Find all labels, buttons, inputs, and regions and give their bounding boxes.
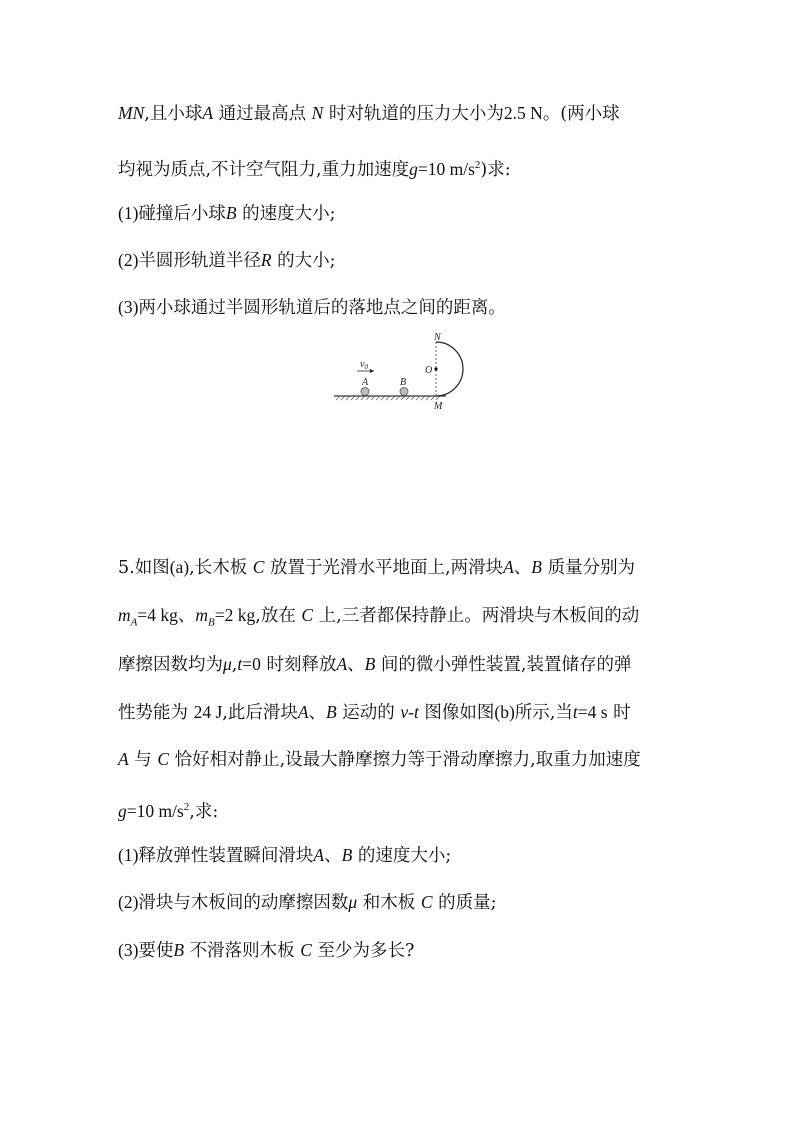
label-b: B <box>400 377 407 388</box>
label-m: M <box>434 401 443 412</box>
center-point-o <box>434 367 437 370</box>
track-label-mn: MN <box>118 103 145 123</box>
p5-text-line-4: 性势能为 24 J,此后滑块A、B 运动的 v-t 图像如图(b)所示,当t=4 s 时 <box>118 702 631 723</box>
p5-text-line-5: A 与 C 恰好相对静止,设最大静摩擦力等于滑动摩擦力,取重力加速度 <box>118 749 641 770</box>
p5-text-line-2: $m_A=4$ kg、$m_B=2$ kg,放在 C 上,三者都保持静止。两滑块与木板间的动 <box>118 605 640 629</box>
label-a: A <box>362 377 369 388</box>
ball-b <box>400 388 408 396</box>
p5-question-2: (2)滑块与木板间的动摩擦因数μ 和木板 C 的质量; <box>118 892 497 913</box>
semicircle-track <box>436 342 463 396</box>
pressure-value: 2.5 N <box>503 103 543 123</box>
p4-track-figure <box>330 330 470 412</box>
p4-question-2: (2)半圆形轨道半径R 的大小; <box>118 250 336 271</box>
ball-a <box>361 388 369 396</box>
p5-question-1: (1)释放弹性装置瞬间滑块A、B 的速度大小; <box>118 845 452 866</box>
label-v0: $v_0$ <box>360 359 368 371</box>
p5-text-line-3: 摩擦因数均为μ,t=0 时刻释放A、B 间的微小弹性装置,装置储存的弹 <box>118 654 632 675</box>
label-o: O <box>425 365 433 376</box>
p5-text-line-1: 5.如图(a),长木板 C 放置于光滑水平地面上,两滑块A、B 质量分别为 <box>118 557 636 578</box>
p4-question-1: (1)碰撞后小球B 的速度大小; <box>118 203 336 224</box>
velocity-arrowhead <box>370 369 374 373</box>
p4-text-line-2: 均视为质点,不计空气阻力,重力加速度g=10 $m/s^2$)求: <box>118 158 511 180</box>
p4-text-line-1: MN,且小球A 通过最高点 N 时对轨道的压力大小为2.5 N。(两小球 <box>118 103 620 124</box>
p4-question-3: (3)两小球通过半圆形轨道后的落地点之间的距离。 <box>118 297 506 318</box>
ground-hatching <box>336 396 440 400</box>
p5-question-3: (3)要使B 不滑落则木板 C 至少为多长? <box>118 940 415 961</box>
label-n: N <box>434 332 441 343</box>
p5-text-line-6: g=10 $m/s^2$,求: <box>118 800 219 822</box>
